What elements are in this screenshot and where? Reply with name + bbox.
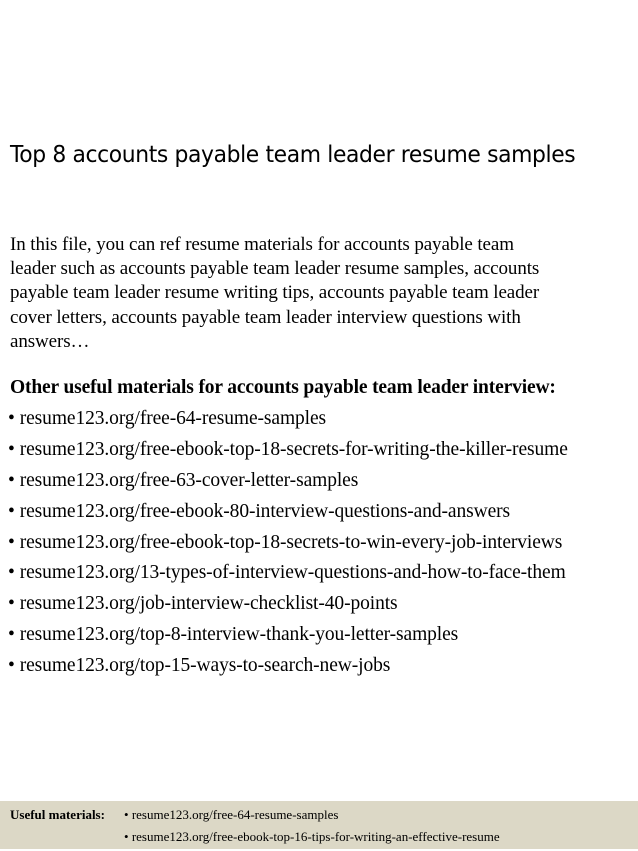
intro-paragraph [10, 233, 630, 354]
bullet-icon: • [8, 500, 15, 522]
page-title: Top 8 accounts payable team leader resume samples [10, 140, 576, 168]
footer-list-item [124, 829, 500, 845]
list-item [8, 469, 568, 500]
resource-link[interactable]: resume123.org/free-63-cover-letter-samples [19, 469, 359, 491]
intro-line: cover letters, accounts payable team leader interview questions with [10, 306, 521, 328]
resource-link[interactable]: resume123.org/free-64-resume-samples [19, 408, 327, 429]
resource-link[interactable]: resume123.org/free-ebook-top-18-secrets-to-win-every-job-interviews [19, 531, 563, 553]
intro-line: answers… [10, 330, 90, 352]
resource-link[interactable]: resume123.org/top-15-ways-to-search-new-jobs [19, 655, 391, 677]
intro-line: payable team leader resume writing tips, accounts payable team leader [10, 282, 540, 304]
resource-link[interactable]: resume123.org/free-ebook-80-interview-questions-and-answers [19, 500, 511, 522]
materials-link-list [8, 407, 568, 685]
bullet-icon: • [8, 531, 15, 553]
resource-link[interactable]: resume123.org/free-ebook-top-18-secrets-for-writing-the-killer-resume [19, 438, 568, 460]
bullet-icon: • [8, 438, 15, 460]
bullet-icon: • [124, 807, 129, 822]
footer-link[interactable]: resume123.org/free-64-resume-samples [131, 807, 339, 822]
list-item [8, 654, 568, 685]
list-item [8, 438, 568, 469]
list-item [8, 531, 568, 562]
list-item [8, 500, 568, 531]
footer-bar [0, 801, 638, 849]
bullet-icon: • [124, 829, 129, 844]
bullet-icon: • [8, 469, 15, 491]
footer-link[interactable]: resume123.org/free-ebook-top-16-tips-for-writing-an-effective-resume [131, 829, 500, 844]
list-item [8, 561, 568, 592]
bullet-icon: • [8, 593, 15, 615]
resource-link[interactable]: resume123.org/13-types-of-interview-questions-and-how-to-face-them [19, 562, 566, 584]
intro-line: leader such as accounts payable team leader resume samples, accounts [10, 258, 540, 280]
bullet-icon: • [8, 655, 15, 677]
intro-line: In this file, you can ref resume materials for accounts payable team [10, 234, 514, 255]
footer-list-item [124, 807, 338, 823]
list-item [8, 623, 568, 654]
materials-heading: Other useful materials for accounts payable team leader interview: [10, 377, 556, 398]
footer-label-text: Useful materials [10, 807, 101, 822]
bullet-icon: • [8, 624, 15, 646]
resource-link[interactable]: resume123.org/top-8-interview-thank-you-letter-samples [19, 624, 459, 646]
bullet-icon: • [8, 562, 15, 584]
list-item [8, 407, 568, 438]
resource-link[interactable]: resume123.org/job-interview-checklist-40-points [19, 593, 398, 615]
footer-label [10, 807, 105, 823]
bullet-icon: • [8, 408, 15, 429]
footer-label-colon: : [100, 807, 105, 822]
list-item [8, 592, 568, 623]
